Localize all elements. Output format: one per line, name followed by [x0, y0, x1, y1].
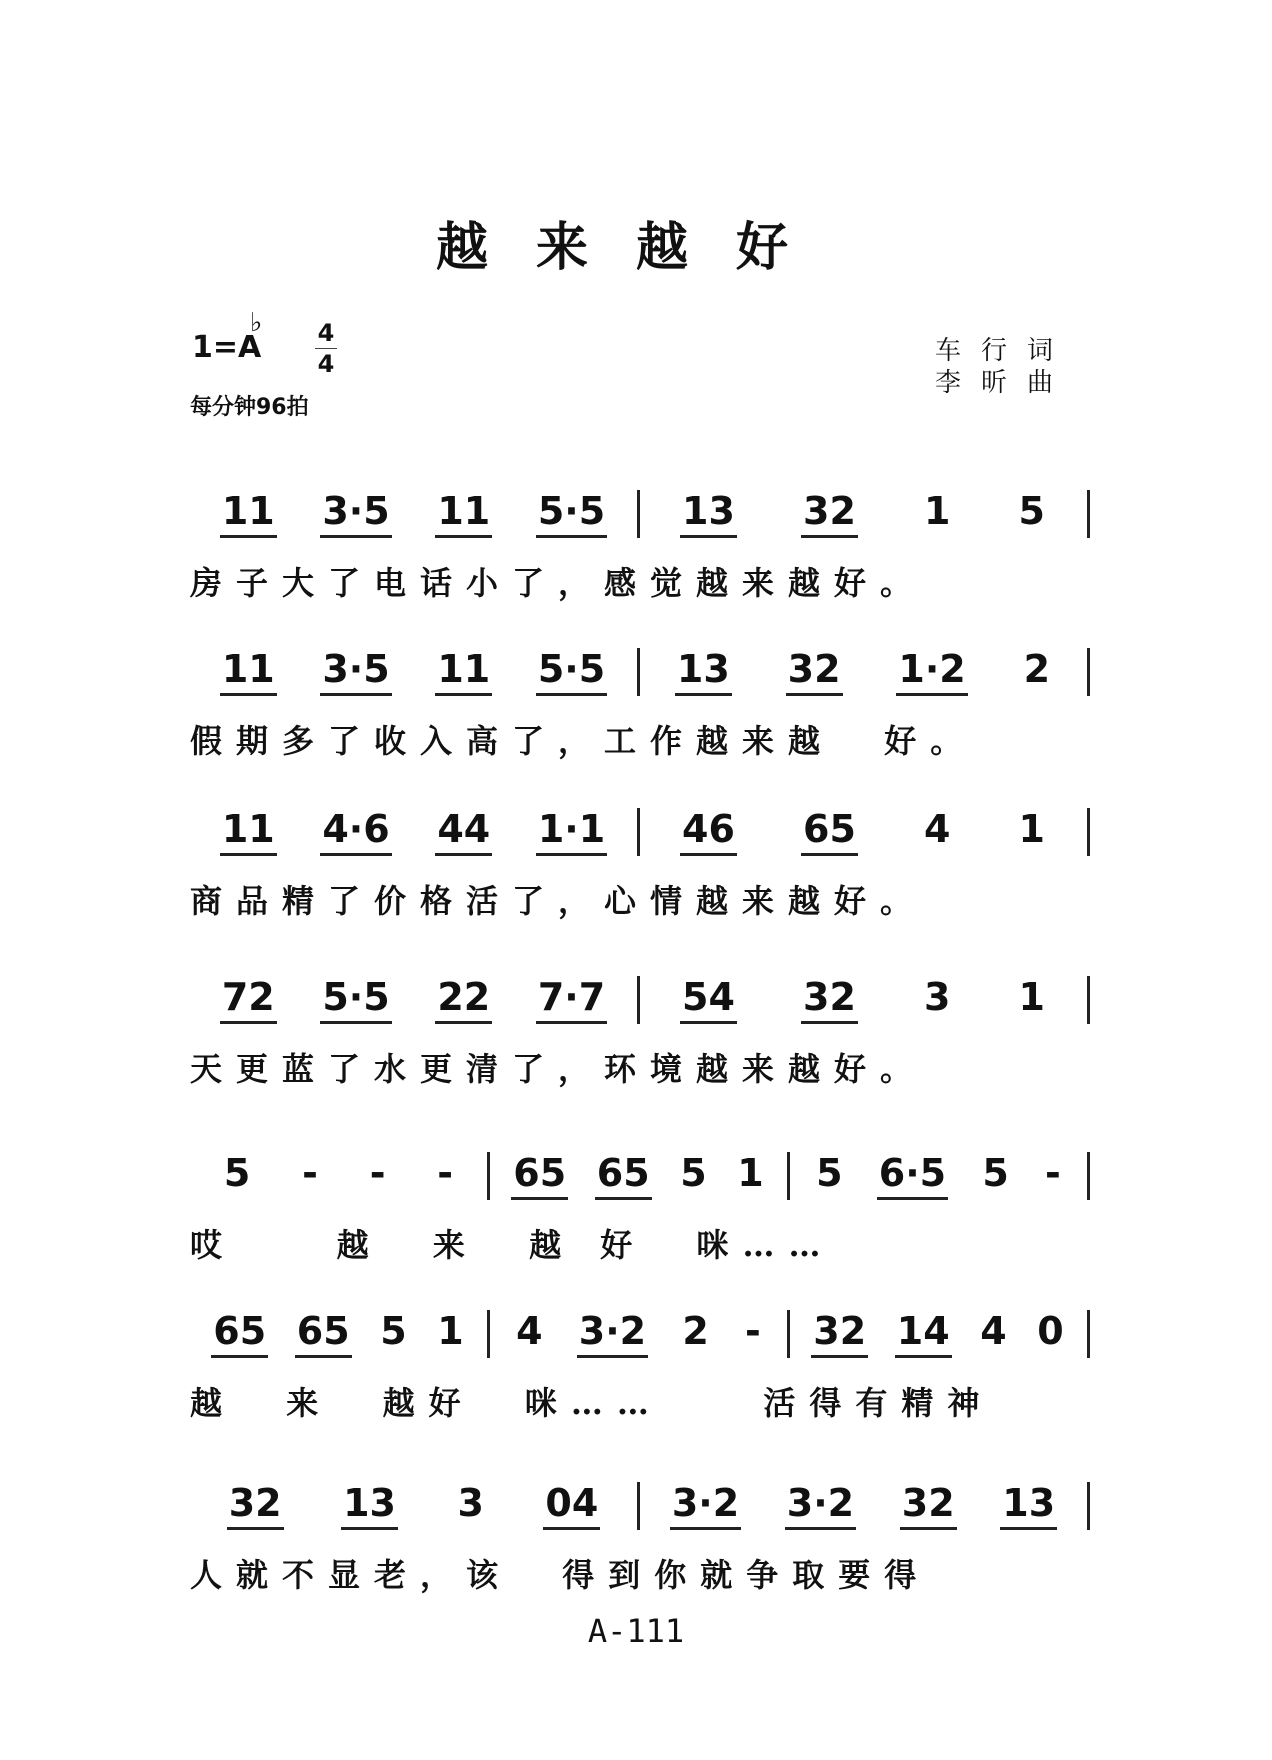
- note-group: 5·5: [536, 647, 607, 696]
- note-group: 22: [435, 975, 492, 1024]
- lyrics-line: 人就不显老，该 得到你就争取要得: [190, 1556, 931, 1594]
- barline: [1087, 1310, 1090, 1358]
- note-group: 11: [220, 647, 277, 696]
- note-group: 11: [435, 647, 492, 696]
- note-group: 3·5: [320, 647, 391, 696]
- note-group: 1: [737, 1151, 764, 1195]
- note-group: 5: [680, 1151, 707, 1195]
- measure: [490, 1309, 787, 1358]
- score-row: [190, 1310, 1090, 1424]
- tempo: 每分钟96拍: [190, 395, 309, 420]
- note-group: 44: [435, 807, 492, 856]
- time-top: 4: [317, 319, 335, 347]
- note-group: 2: [682, 1309, 709, 1353]
- note-group: 54: [680, 975, 737, 1024]
- note-group: 1: [437, 1309, 464, 1353]
- measure: [640, 1481, 1087, 1530]
- note-group: -: [369, 1151, 386, 1195]
- note-group: 11: [220, 489, 277, 538]
- note-group: 1·1: [536, 807, 607, 856]
- note-group: 1: [1018, 975, 1045, 1019]
- note-group: 13: [680, 489, 737, 538]
- barline: [1087, 490, 1090, 538]
- key-note: A: [238, 330, 262, 365]
- note-group: 4: [923, 807, 951, 851]
- notes-line: [190, 490, 1090, 538]
- notes-line: [190, 1310, 1090, 1358]
- note-group: 65: [511, 1151, 568, 1200]
- note-group: 46: [680, 807, 737, 856]
- page-number: A-111: [587, 1612, 685, 1650]
- barline: [1087, 648, 1090, 696]
- note-group: 2: [1023, 647, 1051, 691]
- notes-line: [190, 648, 1090, 696]
- time-signature: [315, 318, 337, 379]
- note-group: 6·5: [877, 1151, 948, 1200]
- note-group: 5·5: [320, 975, 391, 1024]
- barline: [1087, 1152, 1090, 1200]
- song-title: 越来越好: [435, 217, 836, 278]
- note-group: 3·2: [785, 1481, 856, 1530]
- lyrics-line: 假期多了收入高了，工作越来越 好。: [190, 722, 977, 760]
- note-group: 32: [801, 975, 858, 1024]
- measure: [640, 807, 1087, 856]
- note-group: 3: [923, 975, 951, 1019]
- measure: [190, 975, 637, 1024]
- note-group: 04: [543, 1481, 600, 1530]
- credits: [935, 335, 1073, 399]
- note-group: 14: [895, 1309, 952, 1358]
- barline: [1087, 1482, 1090, 1530]
- note-group: 65: [801, 807, 858, 856]
- score-row: [190, 1482, 1090, 1596]
- measure: [190, 1481, 637, 1530]
- measure: [640, 647, 1087, 696]
- note-group: 7·7: [536, 975, 607, 1024]
- lyrics-line: 天更蓝了水更清了，环境越来越好。: [190, 1050, 927, 1088]
- score-row: [190, 490, 1090, 604]
- lyricist: 车行词: [935, 336, 1074, 366]
- note-group: 4: [980, 1309, 1007, 1353]
- note-group: -: [302, 1151, 318, 1195]
- measure: [490, 1151, 787, 1200]
- measure: [190, 489, 637, 538]
- note-group: 4: [516, 1309, 543, 1353]
- note-group: -: [437, 1151, 454, 1195]
- note-group: 13: [1000, 1481, 1057, 1530]
- measure: [190, 1309, 487, 1358]
- notes-line: [190, 1152, 1090, 1200]
- barline: [1087, 808, 1090, 856]
- note-group: 11: [220, 807, 277, 856]
- composer: 李昕曲: [935, 368, 1074, 398]
- lyrics-line: 哎 越 来 越 好 咪……: [190, 1226, 835, 1264]
- note-group: 5·5: [536, 489, 607, 538]
- lyrics-line: 房子大了电话小了，感觉越来越好。: [190, 564, 927, 602]
- measure: [790, 1151, 1087, 1200]
- score-row: [190, 648, 1090, 762]
- note-group: 65: [295, 1309, 352, 1358]
- time-bottom: 4: [317, 350, 335, 378]
- note-group: -: [1045, 1151, 1061, 1195]
- note-group: 4·6: [320, 807, 391, 856]
- note-group: 32: [900, 1481, 957, 1530]
- notes-line: [190, 976, 1090, 1024]
- note-group: 13: [341, 1481, 398, 1530]
- lyrics-line: 商品精了价格活了，心情越来越好。: [190, 882, 927, 920]
- key-prefix: 1=: [192, 330, 239, 365]
- measure: [640, 975, 1087, 1024]
- barline: [1087, 976, 1090, 1024]
- measure: [640, 489, 1087, 538]
- notes-line: [190, 1482, 1090, 1530]
- note-group: 0: [1037, 1309, 1064, 1353]
- note-group: 1: [1018, 807, 1045, 851]
- note-group: 32: [786, 647, 843, 696]
- note-group: 32: [801, 489, 858, 538]
- note-group: 3·2: [670, 1481, 741, 1530]
- note-group: 65: [211, 1309, 268, 1358]
- measure: [190, 1151, 487, 1200]
- note-group: 3: [457, 1481, 484, 1525]
- note-group: 65: [595, 1151, 652, 1200]
- note-group: 32: [227, 1481, 284, 1530]
- note-group: 5: [816, 1151, 843, 1195]
- measure: [790, 1309, 1087, 1358]
- measure: [190, 647, 637, 696]
- key-signature: [192, 308, 263, 365]
- score-row: [190, 1152, 1090, 1266]
- note-group: 32: [811, 1309, 868, 1358]
- lyrics-line: 越 来 越好 咪…… 活得有精神: [190, 1384, 994, 1422]
- note-group: 11: [435, 489, 492, 538]
- note-group: 1: [923, 489, 951, 533]
- note-group: 5: [982, 1151, 1009, 1195]
- score-row: [190, 808, 1090, 922]
- flat-sign: ♭: [250, 308, 263, 338]
- score-row: [190, 976, 1090, 1090]
- note-group: 3·5: [320, 489, 391, 538]
- note-group: 3·2: [577, 1309, 648, 1358]
- note-group: -: [745, 1309, 761, 1353]
- measure: [190, 807, 637, 856]
- notes-line: [190, 808, 1090, 856]
- note-group: 5: [1018, 489, 1045, 533]
- note-group: 1·2: [896, 647, 967, 696]
- note-group: 5: [380, 1309, 407, 1353]
- note-group: 5: [223, 1151, 251, 1195]
- note-group: 13: [675, 647, 732, 696]
- note-group: 72: [220, 975, 277, 1024]
